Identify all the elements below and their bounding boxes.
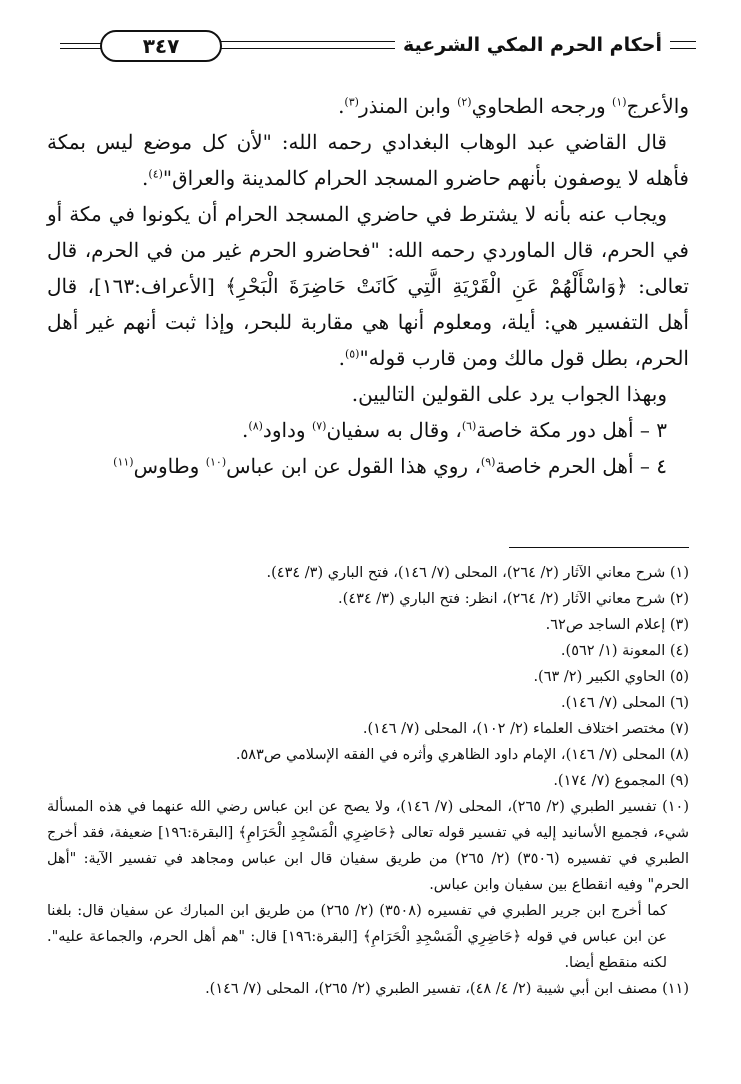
footnotes [47,560,689,1002]
footnote-ref: (٦) [461,419,477,433]
header-rule [60,43,102,44]
page-number: ٣٤٧ [100,30,222,62]
list-item [47,448,689,484]
footnote-continuation: كما أخرج ابن جرير الطبري في تفسيره (٣٥٠٨) (٢/ ٢٦٥) من طريق ابن المبارك عن سفيان قال: بلغنا عن ابن عباس في قوله ﴿حَاضِرِي الْمَسْجِدِ الْحَرَامِ﴾ [البقرة:١٩٦] قال: "هم أهل الحرم، والجماعة عليه". لكنه منقطع أيضا. [47,903,667,971]
header-rule [60,48,102,49]
footnote: (١) شرح معاني الآثار (٢/ ٢٦٤)، المحلى (٧/ ١٤٦)، فتح الباري (٣/ ٤٣٤). [266,565,689,581]
text-run: وابن المنذر [358,94,458,118]
text-run: ورجحه الطحاوي [471,94,612,118]
footnote: (٥) الحاوي الكبير (٢/ ٦٣). [533,669,689,685]
footnote-ref: (٣) [344,95,359,109]
paragraph: وبهذا الجواب يرد على القولين التاليين. [351,382,667,406]
text-run: ويجاب عنه بأنه لا يشترط في حاضري المسجد الحرام أن يكونوا في مكة أو في الحرم، قال الماوردي رحمه الله: "فحاضرو الحرم غير من في الحرم، قال تعالى: ﴿وَاسْأَلْهُمْ عَنِ الْقَرْيَةِ الَّتِي كَانَتْ حَاضِرَةَ الْبَحْرِ﴾ [الأعراف:١٦٣]، قال أهل التفسير هي: أيلة، ومعلوم أنها هي مقاربة للبحر، وإذا ثبت أنهم غير أهل الحرم، بطل قول مالك ومن قارب قوله" [47,202,689,370]
text-run: قال القاضي عبد الوهاب البغدادي رحمه الله: "لأن كل موضع ليس بمكة فأهله لا يوصفون بأنهم حاضرو المسجد الحرام كالمدينة والعراق" [47,130,689,190]
footnote-ref: (٥) [344,347,360,361]
text-run: . [338,346,345,370]
footnote: (١٠) تفسير الطبري (٢/ ٢٦٥)، المحلى (٧/ ١٤٦)، ولا يصح عن ابن عباس رضي الله عنهما في هذه المسألة شيء، فجميع الأسانيد إليه في تفسير قوله تعالى ﴿حَاضِرِي الْمَسْجِدِ الْحَرَامِ﴾ [البقرة:١٩٦] ضعيفة، فقد أخرج الطبري في تفسيره (٣٥٠٦) (٢/ ٢٦٥) من طريق سفيان قال ابن عباس ومجاهد في تفسير الآية: "أهل الحرم" وفيه انقطاع بين سفيان وابن عباس. [47,799,689,893]
footnote-ref: (١) [611,95,627,109]
text-run: وطاوس [133,454,206,478]
text-run: . [338,94,345,118]
footnote: (٨) المحلى (٧/ ١٤٦)، الإمام داود الظاهري وأثره في الفقه الإسلامي ص٥٨٣. [235,747,689,763]
text-run: . [242,418,249,442]
text-run: وداود [262,418,312,442]
footnote-ref: (١١) [113,455,134,469]
footnote: (٦) المحلى (٧/ ١٤٦). [560,695,689,711]
paragraph [47,88,689,124]
footnote-ref: (٨) [248,419,263,433]
page-header [60,30,696,60]
footnote: (٢) شرح معاني الآثار (٢/ ٢٦٤)، انظر: فتح الباري (٣/ ٤٣٤). [338,591,689,607]
text-run: . [142,166,149,190]
footnote-ref: (٢) [457,95,472,109]
footnote-ref: (٧) [311,419,327,433]
footnote-ref: (٤) [148,167,163,181]
footnote: (٧) مختصر اختلاف العلماء (٢/ ١٠٢)، المحلى (٧/ ١٤٦). [362,721,689,737]
text-run: ٣ – أهل دور مكة خاصة [476,418,667,442]
paragraph [47,196,689,376]
text-run: والأعرج [626,94,689,118]
footnote-ref: (٩) [480,455,496,469]
main-text [47,88,689,484]
text-run: ٤ – أهل الحرم خاصة [495,454,667,478]
text-run: ، روي هذا القول عن ابن عباس [226,454,481,478]
footnote: (١١) مصنف ابن أبي شيبة (٢/ ٤/ ٤٨)، تفسير الطبري (٢/ ٢٦٥)، المحلى (٧/ ١٤٦). [205,981,689,997]
footnote: (٣) إعلام الساجد ص٦٢. [545,617,689,633]
footnote: (٤) المعونة (١/ ٥٦٢). [560,643,689,659]
paragraph [47,124,689,196]
list-item [47,412,689,448]
footnote-ref: (١٠) [205,455,227,469]
footnote: (٩) المجموع (٧/ ١٧٤). [553,773,689,789]
text-run: ، وقال به سفيان [326,418,462,442]
running-title: أحكام الحرم المكي الشرعية [395,30,670,60]
footnote-separator [509,547,689,548]
